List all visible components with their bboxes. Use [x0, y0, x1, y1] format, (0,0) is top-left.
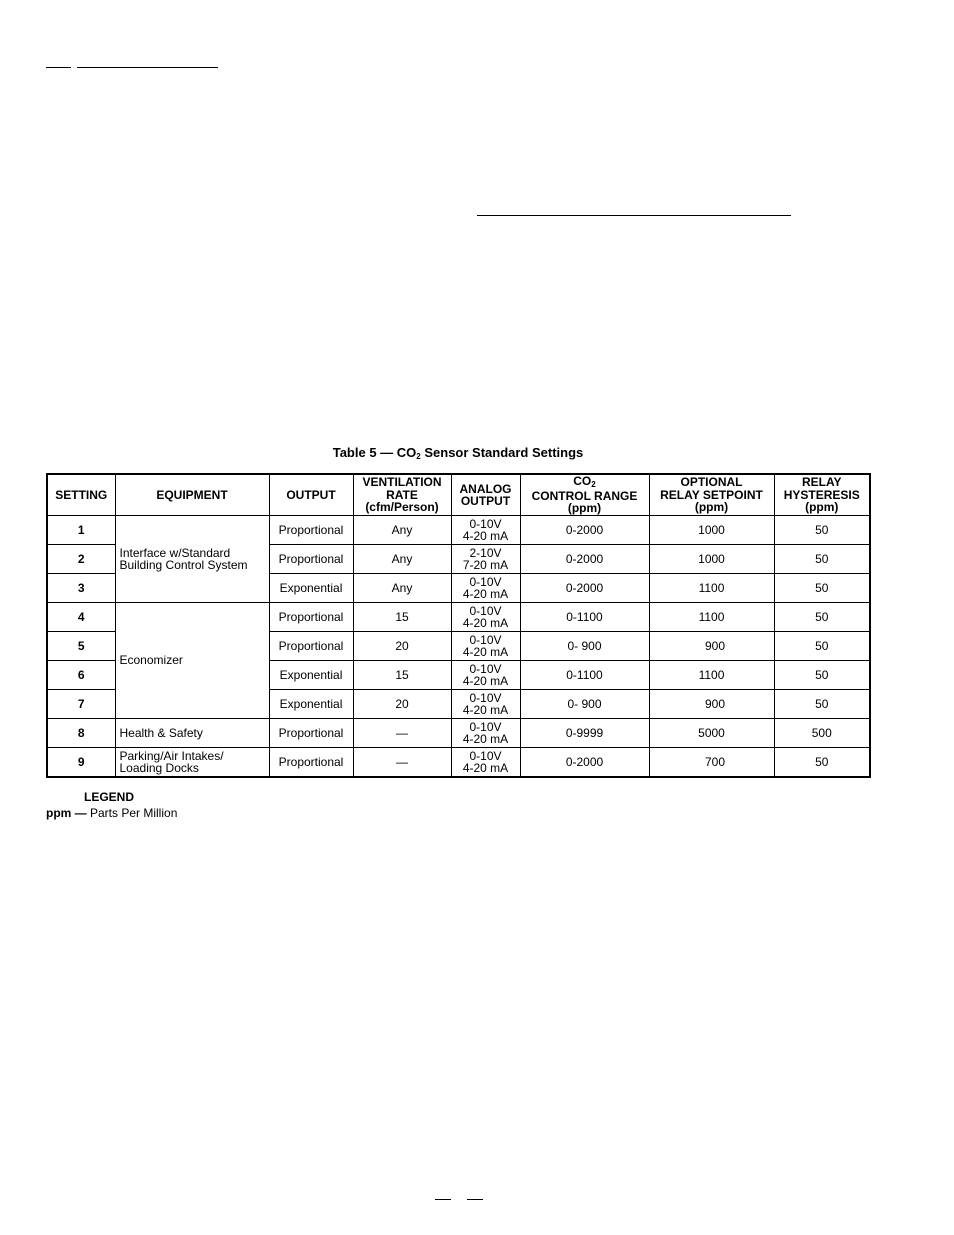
cell-ventilation: Any [353, 516, 451, 545]
cell-ventilation: — [353, 719, 451, 748]
cell-ventilation: Any [353, 545, 451, 574]
cell-hysteresis: 50 [774, 516, 870, 545]
section-rule [477, 215, 791, 216]
header-co2-control-range: $CO_2$ CONTROL RANGE (ppm) [520, 474, 649, 516]
cell-setpoint: 1100 [649, 603, 774, 632]
cell-range: 0- 900 [520, 690, 649, 719]
cell-ventilation: 20 [353, 632, 451, 661]
cell-hysteresis: 50 [774, 545, 870, 574]
cell-equipment: Economizer [115, 603, 269, 719]
cell-ventilation: 20 [353, 690, 451, 719]
legend-definition: Parts Per Million [86, 806, 178, 820]
cell-analog: 0-10V 4-20 mA [451, 719, 520, 748]
header-analog-output: ANALOG OUTPUT [451, 474, 520, 516]
cell-equipment: Health & Safety [115, 719, 269, 748]
cell-setpoint: 5000 [649, 719, 774, 748]
cell-range: 0-2000 [520, 574, 649, 603]
cell-ventilation: 15 [353, 603, 451, 632]
cell-analog: 0-10V 4-20 mA [451, 603, 520, 632]
cell-output: Proportional [269, 603, 353, 632]
page-number-rule-left [435, 1199, 451, 1200]
cell-setpoint: 1000 [649, 545, 774, 574]
table-row [47, 719, 870, 748]
header-setting: SETTING [47, 474, 115, 516]
cell-setting: 7 [47, 690, 115, 719]
cell-setpoint: 900 [649, 690, 774, 719]
cell-analog: 2-10V 7-20 mA [451, 545, 520, 574]
header-rule-long [77, 67, 218, 68]
cell-analog: 0-10V 4-20 mA [451, 661, 520, 690]
table-header-row [47, 474, 870, 516]
cell-hysteresis: 50 [774, 574, 870, 603]
cell-hysteresis: 500 [774, 719, 870, 748]
table-title-prefix: Table 5 — CO [332, 445, 417, 460]
cell-hysteresis: 50 [774, 661, 870, 690]
cell-setting: 9 [47, 748, 115, 778]
cell-range: 0-9999 [520, 719, 649, 748]
table-row [47, 748, 870, 778]
cell-ventilation: 15 [353, 661, 451, 690]
cell-setpoint: 900 [649, 632, 774, 661]
cell-setting: 5 [47, 632, 115, 661]
cell-analog: 0-10V 4-20 mA [451, 632, 520, 661]
cell-equipment: Parking/Air Intakes/ Loading Docks [115, 748, 269, 778]
cell-setting: 4 [47, 603, 115, 632]
cell-output: Proportional [269, 719, 353, 748]
header-output: OUTPUT [269, 474, 353, 516]
cell-hysteresis: 50 [774, 603, 870, 632]
cell-setpoint: 1100 [649, 661, 774, 690]
cell-setpoint: 1100 [649, 574, 774, 603]
cell-output: Proportional [269, 545, 353, 574]
cell-setting: 2 [47, 545, 115, 574]
cell-range: 0-1100 [520, 603, 649, 632]
cell-equipment: Interface w/Standard Building Control System [115, 516, 269, 603]
cell-output: Exponential [269, 574, 353, 603]
header-relay-setpoint: OPTIONAL RELAY SETPOINT (ppm) [649, 474, 774, 516]
cell-hysteresis: 50 [774, 748, 870, 778]
cell-range: 0-2000 [520, 748, 649, 778]
cell-setpoint: 700 [649, 748, 774, 778]
cell-hysteresis: 50 [774, 690, 870, 719]
cell-range: 0-1100 [520, 661, 649, 690]
cell-output: Proportional [269, 632, 353, 661]
legend-entry [46, 806, 177, 820]
header-relay-hysteresis: RELAY HYSTERESIS (ppm) [774, 474, 870, 516]
legend-heading: LEGEND [84, 790, 135, 804]
cell-ventilation: — [353, 748, 451, 778]
header-equipment: EQUIPMENT [115, 474, 269, 516]
table-row [47, 603, 870, 632]
cell-output: Exponential [269, 690, 353, 719]
cell-output: Exponential [269, 661, 353, 690]
cell-setting: 1 [47, 516, 115, 545]
co2-settings-table [46, 473, 871, 778]
header-ventilation-rate: VENTILATION RATE (cfm/Person) [353, 474, 451, 516]
cell-setpoint: 1000 [649, 516, 774, 545]
cell-range: 0- 900 [520, 632, 649, 661]
cell-output: Proportional [269, 748, 353, 778]
cell-output: Proportional [269, 516, 353, 545]
cell-hysteresis: 50 [774, 632, 870, 661]
table-title-suffix: Sensor Standard Settings [420, 445, 584, 460]
table-title-subscript: 2 [416, 452, 421, 461]
table-title [46, 445, 870, 460]
cell-ventilation: Any [353, 574, 451, 603]
cell-setting: 6 [47, 661, 115, 690]
legend-term: ppm — [46, 806, 87, 820]
page-number-rule-right [467, 1199, 483, 1200]
cell-analog: 0-10V 4-20 mA [451, 516, 520, 545]
cell-analog: 0-10V 4-20 mA [451, 748, 520, 778]
table-row [47, 516, 870, 545]
cell-analog: 0-10V 4-20 mA [451, 574, 520, 603]
cell-analog: 0-10V 4-20 mA [451, 690, 520, 719]
header-rule-short [46, 67, 71, 68]
cell-range: 0-2000 [520, 516, 649, 545]
cell-setting: 3 [47, 574, 115, 603]
cell-range: 0-2000 [520, 545, 649, 574]
cell-setting: 8 [47, 719, 115, 748]
